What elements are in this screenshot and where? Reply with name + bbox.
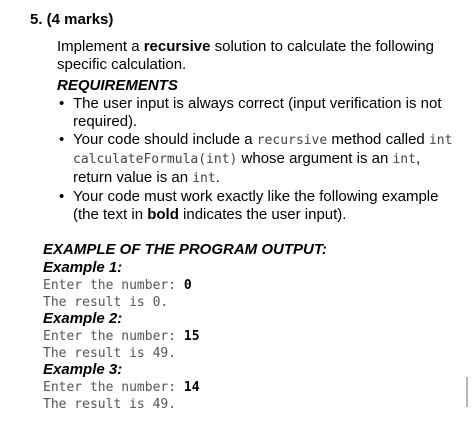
bold-term: bold [147, 206, 179, 223]
requirement-text: Your code should include a [73, 131, 257, 148]
requirement-text: Your code must work exactly like the following example (the text in [73, 188, 439, 223]
user-input: 15 [183, 329, 200, 344]
example-label: Example 1: [43, 259, 123, 276]
bullet-icon: • [59, 188, 65, 205]
output-prompt-line [43, 379, 200, 396]
output-prompt-line [43, 277, 192, 294]
bullet-icon: • [59, 131, 65, 148]
requirement-item [57, 95, 457, 131]
requirements-heading: REQUIREMENTS [57, 77, 178, 94]
output-result-line: The result is 49. [43, 346, 177, 361]
user-input: 0 [183, 278, 192, 293]
output-result-line: The result is 0. [43, 295, 169, 310]
example-output-heading: EXAMPLE OF THE PROGRAM OUTPUT: [43, 241, 327, 258]
code-type: int [192, 171, 216, 186]
example-label: Example 2: [43, 310, 123, 327]
output-result-line: The result is 49. [43, 397, 177, 412]
scroll-indicator [466, 377, 468, 407]
requirement-text: The user input is always correct (input verification is not required). [73, 95, 442, 130]
output-prompt: Enter the number: [43, 380, 184, 395]
question-title: 5. (4 marks) [30, 11, 114, 28]
code-keyword: recursive [256, 133, 328, 148]
requirement-item [57, 131, 457, 188]
intro-text: Implement a [57, 38, 144, 55]
question-intro [57, 38, 457, 74]
requirement-text: method called [327, 131, 429, 148]
requirement-text: , return value is an [73, 150, 421, 186]
code-signature: int calculateFormula(int) [73, 133, 453, 167]
bullet-icon: • [59, 95, 65, 112]
requirement-text: . [215, 169, 220, 186]
user-input: 14 [183, 380, 200, 395]
requirement-item [57, 188, 457, 224]
output-prompt-line [43, 328, 200, 345]
example-label: Example 3: [43, 361, 123, 378]
intro-text-end: solution to calculate the following specific calculation. [57, 38, 434, 73]
output-prompt: Enter the number: [43, 278, 184, 293]
requirements-list [57, 95, 457, 224]
requirement-text: indicates the user input). [178, 206, 347, 223]
code-type: int [392, 152, 416, 167]
intro-bold-term: recursive [143, 38, 211, 55]
requirement-text: whose argument is an [237, 150, 393, 167]
output-prompt: Enter the number: [43, 329, 184, 344]
